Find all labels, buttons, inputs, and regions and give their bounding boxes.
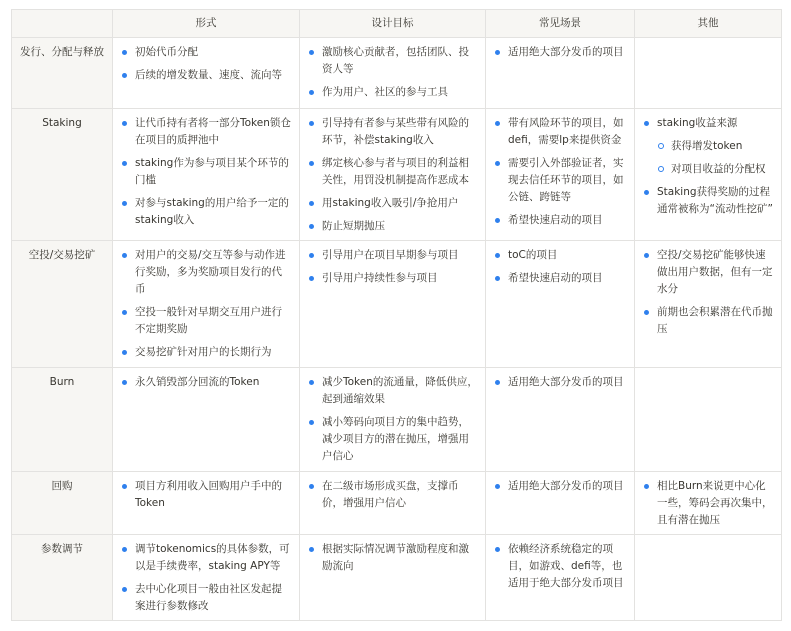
item-text: 带有风险环节的项目，如defi，需要lp来提供资金 bbox=[508, 117, 624, 146]
goal-cell bbox=[300, 109, 486, 241]
list-item bbox=[308, 374, 478, 408]
item-text: 减少Token的流通量，降低供应，起到通缩效果 bbox=[322, 376, 478, 405]
list-item bbox=[121, 541, 292, 575]
header-other: 其他 bbox=[635, 10, 782, 38]
list-item bbox=[308, 247, 478, 264]
list-item bbox=[308, 155, 478, 189]
form-cell bbox=[113, 535, 300, 621]
bullet-icon bbox=[309, 224, 314, 229]
list-item bbox=[308, 270, 478, 287]
item-text: 交易挖矿针对用户的长期行为 bbox=[135, 346, 272, 358]
row-label: 回购 bbox=[12, 472, 113, 535]
goal-cell bbox=[300, 535, 486, 621]
list-item bbox=[121, 304, 292, 338]
scene-cell bbox=[486, 109, 635, 241]
item-text: 调节tokenomics的具体参数，可以是手续费率，staking APY等 bbox=[135, 543, 290, 572]
header-corner bbox=[12, 10, 113, 38]
bullet-icon bbox=[309, 90, 314, 95]
bullet-icon bbox=[122, 587, 127, 592]
table-row bbox=[12, 109, 782, 241]
item-text: 在二级市场形成买盘，支撑币价，增强用户信心 bbox=[322, 480, 459, 509]
form-cell bbox=[113, 368, 300, 472]
bullet-icon bbox=[122, 380, 127, 385]
header-row bbox=[12, 10, 782, 38]
goal-cell bbox=[300, 368, 486, 472]
item-text: 希望快速启动的项目 bbox=[508, 272, 603, 284]
bullet-icon bbox=[309, 547, 314, 552]
list-item bbox=[121, 115, 292, 149]
form-cell bbox=[113, 472, 300, 535]
form-cell bbox=[113, 241, 300, 368]
scene-cell bbox=[486, 472, 635, 535]
item-text: 引导用户在项目早期参与项目 bbox=[322, 249, 459, 261]
bullet-icon bbox=[644, 310, 649, 315]
header-form: 形式 bbox=[113, 10, 300, 38]
bullet-icon bbox=[495, 253, 500, 258]
item-text: 空投/交易挖矿能够快速做出用户数据，但有一定水分 bbox=[657, 249, 773, 295]
bullet-icon bbox=[309, 50, 314, 55]
bullet-icon bbox=[309, 201, 314, 206]
list-item bbox=[121, 44, 292, 61]
header-goal: 设计目标 bbox=[300, 10, 486, 38]
header-scene: 常见场景 bbox=[486, 10, 635, 38]
tokenomics-table bbox=[11, 9, 782, 621]
item-text: 依赖经济系统稳定的项目，如游戏、defi等，也适用于绝大部分发币项目 bbox=[508, 543, 624, 589]
table-row bbox=[12, 535, 782, 621]
scene-cell bbox=[486, 38, 635, 109]
goal-cell bbox=[300, 241, 486, 368]
list-item bbox=[494, 115, 627, 149]
hollow-bullet-icon bbox=[658, 166, 664, 172]
bullet-icon bbox=[309, 121, 314, 126]
list-item bbox=[494, 478, 627, 495]
bullet-icon bbox=[122, 310, 127, 315]
scene-cell bbox=[486, 368, 635, 472]
bullet-icon bbox=[122, 50, 127, 55]
bullet-icon bbox=[122, 201, 127, 206]
scene-cell bbox=[486, 535, 635, 621]
bullet-icon bbox=[495, 547, 500, 552]
other-cell bbox=[635, 368, 782, 472]
bullet-icon bbox=[495, 484, 500, 489]
goal-cell bbox=[300, 38, 486, 109]
item-text: 适用绝大部分发币的项目 bbox=[508, 46, 624, 58]
list-item bbox=[494, 155, 627, 206]
item-text: 根据实际情况调节激励程度和激励流向 bbox=[322, 543, 469, 572]
item-text: 后续的增发数量、速度、流向等 bbox=[135, 69, 282, 81]
list-item bbox=[121, 247, 292, 298]
list-item bbox=[494, 541, 627, 592]
bullet-icon bbox=[309, 380, 314, 385]
table-row bbox=[12, 38, 782, 109]
bullet-icon bbox=[122, 73, 127, 78]
sub-list-item bbox=[657, 161, 774, 178]
item-text: 激励核心贡献者，包括团队、投资人等 bbox=[322, 46, 469, 75]
item-text: 引导用户持续性参与项目 bbox=[322, 272, 438, 284]
table-row bbox=[12, 241, 782, 368]
bullet-icon bbox=[644, 484, 649, 489]
form-cell bbox=[113, 38, 300, 109]
list-item bbox=[308, 195, 478, 212]
item-text: staking收益来源 bbox=[657, 117, 738, 129]
list-item bbox=[494, 270, 627, 287]
bullet-icon bbox=[309, 484, 314, 489]
item-text: 绑定核心参与者与项目的利益相关性，用罚没机制提高作恶成本 bbox=[322, 157, 469, 186]
bullet-icon bbox=[309, 161, 314, 166]
list-item bbox=[494, 374, 627, 391]
list-item bbox=[121, 581, 292, 615]
item-text: 初始代币分配 bbox=[135, 46, 198, 58]
bullet-icon bbox=[122, 484, 127, 489]
other-cell bbox=[635, 38, 782, 109]
list-item bbox=[494, 44, 627, 61]
list-item bbox=[643, 115, 774, 132]
item-text: 对用户的交易/交互等参与动作进行奖励，多为奖励项目发行的代币 bbox=[135, 249, 286, 295]
row-label: Burn bbox=[12, 368, 113, 472]
list-item bbox=[121, 374, 292, 391]
item-text: 相比Burn来说更中心化一些，筹码会再次集中，且有潜在抛压 bbox=[657, 480, 773, 526]
other-cell bbox=[635, 535, 782, 621]
form-cell bbox=[113, 109, 300, 241]
item-text: staking作为参与项目某个环节的门槛 bbox=[135, 157, 289, 186]
bullet-icon bbox=[309, 276, 314, 281]
item-text: toC的项目 bbox=[508, 249, 558, 261]
goal-cell bbox=[300, 472, 486, 535]
item-text: 永久销毁部分回流的Token bbox=[135, 376, 260, 388]
bullet-icon bbox=[644, 121, 649, 126]
list-item bbox=[121, 195, 292, 229]
item-text: 获得增发token bbox=[671, 140, 743, 152]
item-text: 引导持有者参与某些带有风险的环节，补偿staking收入 bbox=[322, 117, 469, 146]
list-item bbox=[308, 541, 478, 575]
bullet-icon bbox=[495, 276, 500, 281]
item-text: 作为用户、社区的参与工具 bbox=[322, 86, 448, 98]
item-text: 用staking收入吸引/争抢用户 bbox=[322, 197, 459, 209]
item-text: Staking获得奖励的过程通常被称为“流动性挖矿” bbox=[657, 186, 773, 215]
item-text: 减小筹码向项目方的集中趋势，减少项目方的潜在抛压，增强用户信心 bbox=[322, 416, 469, 462]
row-label: 空投/交易挖矿 bbox=[12, 241, 113, 368]
item-text: 适用绝大部分发币的项目 bbox=[508, 376, 624, 388]
row-label: 发行、分配与释放 bbox=[12, 38, 113, 109]
list-item bbox=[308, 44, 478, 78]
item-text: 防止短期抛压 bbox=[322, 220, 385, 232]
hollow-bullet-icon bbox=[658, 143, 664, 149]
item-text: 需要引入外部验证者，实现去信任环节的项目，如公链、跨链等 bbox=[508, 157, 624, 203]
bullet-icon bbox=[495, 161, 500, 166]
other-cell bbox=[635, 472, 782, 535]
list-item bbox=[643, 478, 774, 529]
list-item bbox=[121, 67, 292, 84]
item-text: 对参与staking的用户给予一定的staking收入 bbox=[135, 197, 289, 226]
other-cell bbox=[635, 241, 782, 368]
bullet-icon bbox=[644, 190, 649, 195]
bullet-icon bbox=[309, 420, 314, 425]
list-item bbox=[308, 84, 478, 101]
bullet-icon bbox=[495, 218, 500, 223]
sub-list-item bbox=[657, 138, 774, 155]
table-row bbox=[12, 368, 782, 472]
table-row bbox=[12, 472, 782, 535]
list-item bbox=[643, 184, 774, 218]
bullet-icon bbox=[309, 253, 314, 258]
item-text: 希望快速启动的项目 bbox=[508, 214, 603, 226]
bullet-icon bbox=[122, 253, 127, 258]
row-label: Staking bbox=[12, 109, 113, 241]
bullet-icon bbox=[122, 121, 127, 126]
row-label: 参数调节 bbox=[12, 535, 113, 621]
item-text: 让代币持有者将一部分Token锁仓在项目的质押池中 bbox=[135, 117, 291, 146]
list-item bbox=[308, 478, 478, 512]
list-item bbox=[494, 212, 627, 229]
list-item bbox=[308, 414, 478, 465]
item-text: 项目方利用收入回购用户手中的Token bbox=[135, 480, 282, 509]
item-text: 去中心化项目一般由社区发起提案进行参数修改 bbox=[135, 583, 282, 612]
tokenomics-table-container bbox=[11, 9, 781, 621]
item-text: 适用绝大部分发币的项目 bbox=[508, 480, 624, 492]
bullet-icon bbox=[644, 253, 649, 258]
list-item bbox=[494, 247, 627, 264]
bullet-icon bbox=[122, 350, 127, 355]
list-item bbox=[121, 478, 292, 512]
item-text: 空投一般针对早期交互用户进行不定期奖励 bbox=[135, 306, 282, 335]
bullet-icon bbox=[495, 380, 500, 385]
list-item bbox=[308, 218, 478, 235]
list-item bbox=[643, 304, 774, 338]
bullet-icon bbox=[495, 50, 500, 55]
list-item bbox=[643, 247, 774, 298]
scene-cell bbox=[486, 241, 635, 368]
list-item bbox=[121, 155, 292, 189]
bullet-icon bbox=[495, 121, 500, 126]
bullet-icon bbox=[122, 161, 127, 166]
item-text: 对项目收益的分配权 bbox=[671, 163, 766, 175]
other-cell bbox=[635, 109, 782, 241]
item-text: 前期也会积累潜在代币抛压 bbox=[657, 306, 773, 335]
list-item bbox=[121, 344, 292, 361]
bullet-icon bbox=[122, 547, 127, 552]
list-item bbox=[308, 115, 478, 149]
